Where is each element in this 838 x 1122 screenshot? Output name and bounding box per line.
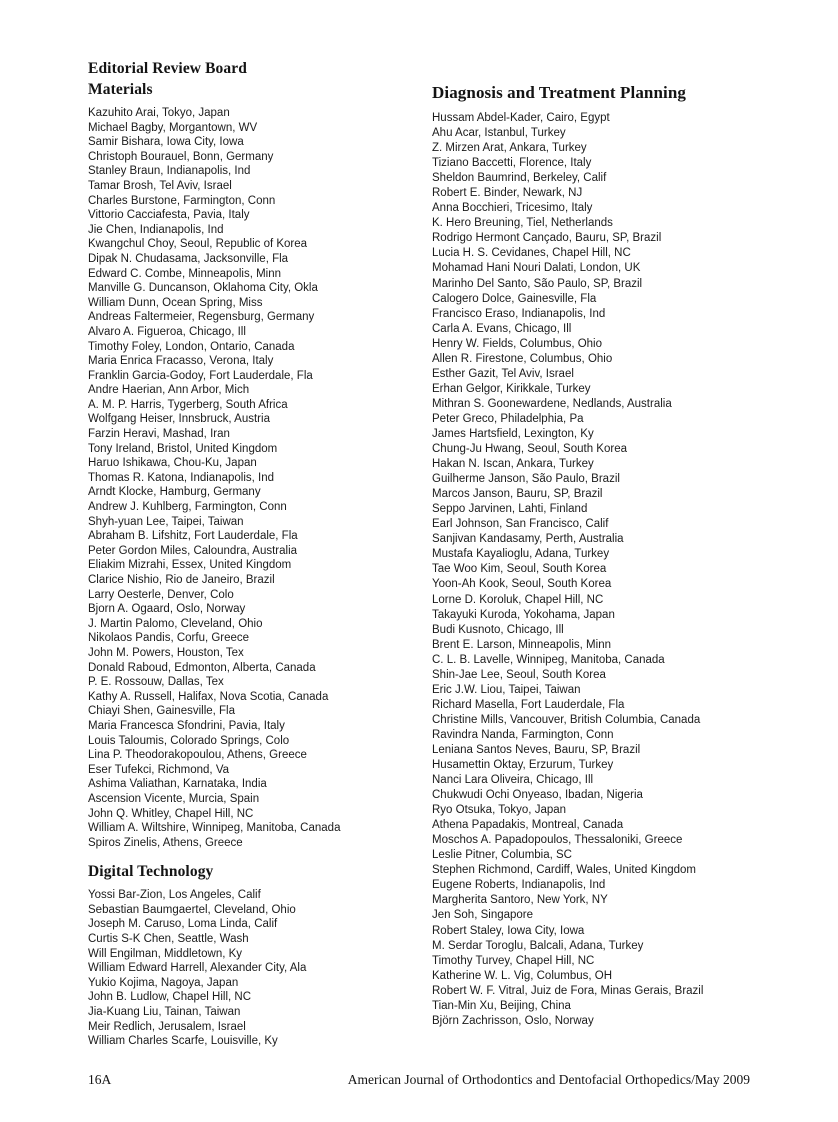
member-entry: Andrew J. Kuhlberg, Farmington, Conn	[88, 501, 287, 514]
member-entry: Eser Tufekci, Richmond, Va	[88, 763, 230, 776]
member-entry: Yoon-Ah Kook, Seoul, South Korea	[432, 578, 612, 591]
member-entry: Chiayi Shen, Gainesville, Fla	[88, 705, 236, 718]
member-entry: Brent E. Larson, Minneapolis, Minn	[432, 638, 611, 651]
member-entry: Anna Bocchieri, Tricesimo, Italy	[432, 202, 593, 215]
member-entry: J. Martin Palomo, Cleveland, Ohio	[88, 617, 263, 630]
member-entry: William Charles Scarfe, Louisville, Ky	[88, 1035, 278, 1048]
member-entry: Guilherme Janson, São Paulo, Brazil	[432, 473, 620, 486]
member-entry: Donald Raboud, Edmonton, Alberta, Canada	[88, 661, 316, 674]
member-entry: Stanley Braun, Indianapolis, Ind	[88, 165, 251, 178]
member-entry: Chukwudi Ochi Onyeaso, Ibadan, Nigeria	[432, 789, 643, 802]
member-entry: Vittorio Cacciafesta, Pavia, Italy	[88, 209, 250, 222]
left-column	[88, 58, 428, 1049]
member-entry: Nikolaos Pandis, Corfu, Greece	[88, 632, 250, 645]
page-footer	[88, 1072, 750, 1088]
member-entry: Stephen Richmond, Cardiff, Wales, United Kingdom	[432, 864, 696, 877]
member-entry: Chung-Ju Hwang, Seoul, South Korea	[432, 443, 627, 456]
member-entry: Timothy Turvey, Chapel Hill, NC	[432, 954, 595, 967]
member-entry: Tae Woo Kim, Seoul, South Korea	[432, 563, 607, 576]
member-entry: Ahu Acar, Istanbul, Turkey	[432, 127, 566, 140]
member-entry: Franklin Garcia-Godoy, Fort Lauderdale, Fla	[88, 369, 313, 382]
member-entry: Ryo Otsuka, Tokyo, Japan	[432, 804, 567, 817]
member-entry: Katherine W. L. Vig, Columbus, OH	[432, 969, 613, 982]
member-entry: Andreas Faltermeier, Regensburg, Germany	[88, 311, 315, 324]
member-entry: Abraham B. Lifshitz, Fort Lauderdale, Fla	[88, 530, 298, 543]
member-entry: Meir Redlich, Jerusalem, Israel	[88, 1020, 246, 1033]
member-entry: Haruo Ishikawa, Chou-Ku, Japan	[88, 457, 257, 470]
member-entry: Sheldon Baumrind, Berkeley, Calif	[432, 172, 607, 185]
member-entry: Bjorn A. Ogaard, Oslo, Norway	[88, 603, 246, 616]
member-entry: Thomas R. Katona, Indianapolis, Ind	[88, 471, 275, 484]
member-entry: William Dunn, Ocean Spring, Miss	[88, 296, 263, 309]
member-entry: Maria Enrica Fracasso, Verona, Italy	[88, 355, 274, 368]
member-entry: Yossi Bar-Zion, Los Angeles, Calif	[88, 889, 261, 902]
member-entry: Shin-Jae Lee, Seoul, South Korea	[432, 668, 606, 681]
member-entry: Jie Chen, Indianapolis, Ind	[88, 223, 224, 236]
member-entry: K. Hero Breuning, Tiel, Netherlands	[432, 217, 613, 230]
section-heading-diagnosis-treatment-planning: Diagnosis and Treatment Planning	[432, 83, 686, 102]
member-entry: Kazuhito Arai, Tokyo, Japan	[88, 107, 230, 119]
member-entry: Z. Mirzen Arat, Ankara, Turkey	[432, 142, 587, 155]
member-entry: Will Engilman, Middletown, Ky	[88, 947, 243, 960]
member-entry: Allen R. Firestone, Columbus, Ohio	[432, 352, 613, 365]
member-entry: Henry W. Fields, Columbus, Ohio	[432, 337, 603, 350]
member-entry: Francisco Eraso, Indianapolis, Ind	[432, 307, 606, 320]
member-entry: Tamar Brosh, Tel Aviv, Israel	[88, 179, 232, 192]
member-entry: Dipak N. Chudasama, Jacksonville, Fla	[88, 252, 289, 265]
member-entry: Alvaro A. Figueroa, Chicago, Ill	[88, 325, 246, 338]
member-entry: Earl Johnson, San Francisco, Calif	[432, 518, 609, 531]
member-entry: Calogero Dolce, Gainesville, Fla	[432, 292, 597, 305]
member-entry: Ravindra Nanda, Farmington, Conn	[432, 728, 614, 741]
member-entry: Ascension Vicente, Murcia, Spain	[88, 792, 260, 805]
member-entry: Michael Bagby, Morgantown, WV	[88, 121, 258, 134]
member-entry: Curtis S-K Chen, Seattle, Wash	[88, 933, 249, 946]
member-entry: Athena Papadakis, Montreal, Canada	[432, 819, 624, 832]
member-entry: Eugene Roberts, Indianapolis, Ind	[432, 879, 606, 892]
member-entry: Richard Masella, Fort Lauderdale, Fla	[432, 698, 625, 711]
member-entry: Clarice Nishio, Rio de Janeiro, Brazil	[88, 574, 275, 586]
member-entry: Robert Staley, Iowa City, Iowa	[432, 924, 585, 937]
member-entry: Manville G. Duncanson, Oklahoma City, Okla	[88, 282, 318, 295]
member-entry: Christine Mills, Vancouver, British Columbia, Canada	[432, 713, 701, 726]
member-entry: Sebastian Baumgaertel, Cleveland, Ohio	[88, 903, 296, 916]
member-entry: Carla A. Evans, Chicago, Ill	[432, 322, 572, 335]
member-entry: Shyh-yuan Lee, Taipei, Taiwan	[88, 515, 244, 528]
member-entry: Lina P. Theodorakopoulou, Athens, Greece	[88, 749, 307, 762]
member-entry: Sanjivan Kandasamy, Perth, Australia	[432, 533, 624, 546]
member-entry: Hakan N. Iscan, Ankara, Turkey	[432, 458, 594, 471]
member-entry: William Edward Harrell, Alexander City, Ala	[88, 962, 307, 975]
member-entry: Tian-Min Xu, Beijing, China	[432, 999, 571, 1012]
member-entry: Wolfgang Heiser, Innsbruck, Austria	[88, 413, 270, 426]
member-entry: Charles Burstone, Farmington, Conn	[88, 194, 276, 207]
member-entry: Kathy A. Russell, Halifax, Nova Scotia, Canada	[88, 690, 329, 703]
right-column	[432, 82, 812, 1029]
member-entry: Christoph Bourauel, Bonn, Germany	[88, 150, 274, 163]
digital-technology-member-list	[88, 888, 428, 1049]
member-entry: C. L. B. Lavelle, Winnipeg, Manitoba, Canada	[432, 653, 665, 666]
member-entry: Tiziano Baccetti, Florence, Italy	[432, 157, 592, 170]
section-heading-materials: Materials	[88, 81, 153, 98]
member-entry: Nanci Lara Oliveira, Chicago, Ill	[432, 774, 594, 787]
member-entry: Marcos Janson, Bauru, SP, Brazil	[432, 488, 603, 501]
member-entry: Erhan Gelgor, Kirikkale, Turkey	[432, 382, 591, 395]
member-entry: Peter Greco, Philadelphia, Pa	[432, 412, 584, 425]
member-entry: Jia-Kuang Liu, Tainan, Taiwan	[88, 1006, 241, 1019]
member-entry: Edward C. Combe, Minneapolis, Minn	[88, 267, 282, 280]
member-entry: Kwangchul Choy, Seoul, Republic of Korea	[88, 238, 308, 251]
member-entry: John B. Ludlow, Chapel Hill, NC	[88, 991, 251, 1004]
member-entry: Seppo Jarvinen, Lahti, Finland	[432, 503, 588, 516]
member-entry: Louis Taloumis, Colorado Springs, Colo	[88, 734, 290, 747]
page-number: 16A	[88, 1072, 112, 1087]
member-entry: Maria Francesca Sfondrini, Pavia, Italy	[88, 719, 285, 732]
member-entry: A. M. P. Harris, Tygerberg, South Africa	[88, 398, 288, 411]
member-entry: Husamettin Oktay, Erzurum, Turkey	[432, 759, 614, 772]
section-heading-digital-technology: Digital Technology	[88, 863, 214, 881]
member-entry: Andre Haerian, Ann Arbor, Mich	[88, 384, 250, 397]
member-entry: Joseph M. Caruso, Loma Linda, Calif	[88, 918, 278, 931]
materials-member-list	[88, 106, 428, 850]
member-entry: Peter Gordon Miles, Caloundra, Australia	[88, 544, 298, 557]
member-entry: M. Serdar Toroglu, Balcali, Adana, Turkey	[432, 939, 644, 952]
member-entry: Hussam Abdel-Kader, Cairo, Egypt	[432, 112, 610, 124]
member-entry: Arndt Klocke, Hamburg, Germany	[88, 486, 261, 499]
member-entry: Eliakim Mizrahi, Essex, United Kingdom	[88, 559, 292, 572]
member-entry: Moschos A. Papadopoulos, Thessaloniki, Greece	[432, 834, 683, 847]
member-entry: Tony Ireland, Bristol, United Kingdom	[88, 442, 278, 455]
member-entry: Lorne D. Koroluk, Chapel Hill, NC	[432, 593, 604, 606]
member-entry: Yukio Kojima, Nagoya, Japan	[88, 976, 239, 989]
member-entry: Mithran S. Goonewardene, Nedlands, Australia	[432, 397, 672, 410]
member-entry: Mustafa Kayalioglu, Adana, Turkey	[432, 548, 610, 561]
member-entry: Budi Kusnoto, Chicago, Ill	[432, 623, 564, 636]
member-entry: Robert W. F. Vitral, Juiz de Fora, Minas Gerais, Brazil	[432, 984, 704, 997]
member-entry: Ashima Valiathan, Karnataka, India	[88, 778, 267, 791]
member-entry: William A. Wiltshire, Winnipeg, Manitoba, Canada	[88, 822, 341, 835]
member-entry: Larry Oesterle, Denver, Colo	[88, 588, 234, 601]
member-entry: Esther Gazit, Tel Aviv, Israel	[432, 367, 574, 380]
member-entry: Rodrigo Hermont Cançado, Bauru, SP, Brazil	[432, 232, 662, 245]
member-entry: Lucia H. S. Cevidanes, Chapel Hill, NC	[432, 247, 631, 260]
journal-citation-line: American Journal of Orthodontics and Dentofacial Orthopedics/May 2009	[347, 1072, 750, 1087]
member-entry: P. E. Rossouw, Dallas, Tex	[88, 676, 224, 689]
member-entry: Eric J.W. Liou, Taipei, Taiwan	[432, 683, 581, 696]
member-entry: Takayuki Kuroda, Yokohama, Japan	[432, 608, 615, 621]
member-entry: Spiros Zinelis, Athens, Greece	[88, 836, 243, 849]
member-entry: John M. Powers, Houston, Tex	[88, 646, 244, 659]
member-entry: Timothy Foley, London, Ontario, Canada	[88, 340, 295, 353]
member-entry: Farzin Heravi, Mashad, Iran	[88, 428, 230, 441]
member-entry: Jen Soh, Singapore	[432, 909, 534, 922]
member-entry: John Q. Whitley, Chapel Hill, NC	[88, 807, 254, 820]
member-entry: James Hartsfield, Lexington, Ky	[432, 427, 594, 440]
member-entry: Marinho Del Santo, São Paulo, SP, Brazil	[432, 277, 643, 290]
member-entry: Samir Bishara, Iowa City, Iowa	[88, 136, 244, 149]
member-entry: Robert E. Binder, Newark, NJ	[432, 187, 583, 200]
member-entry: Björn Zachrisson, Oslo, Norway	[432, 1014, 594, 1027]
member-entry: Leslie Pitner, Columbia, SC	[432, 849, 572, 862]
member-entry: Margherita Santoro, New York, NY	[432, 894, 608, 907]
member-entry: Leniana Santos Neves, Bauru, SP, Brazil	[432, 743, 641, 756]
member-entry: Mohamad Hani Nouri Dalati, London, UK	[432, 262, 641, 275]
diagnosis-member-list	[432, 111, 812, 1029]
board-title: Editorial Review Board	[88, 60, 247, 77]
